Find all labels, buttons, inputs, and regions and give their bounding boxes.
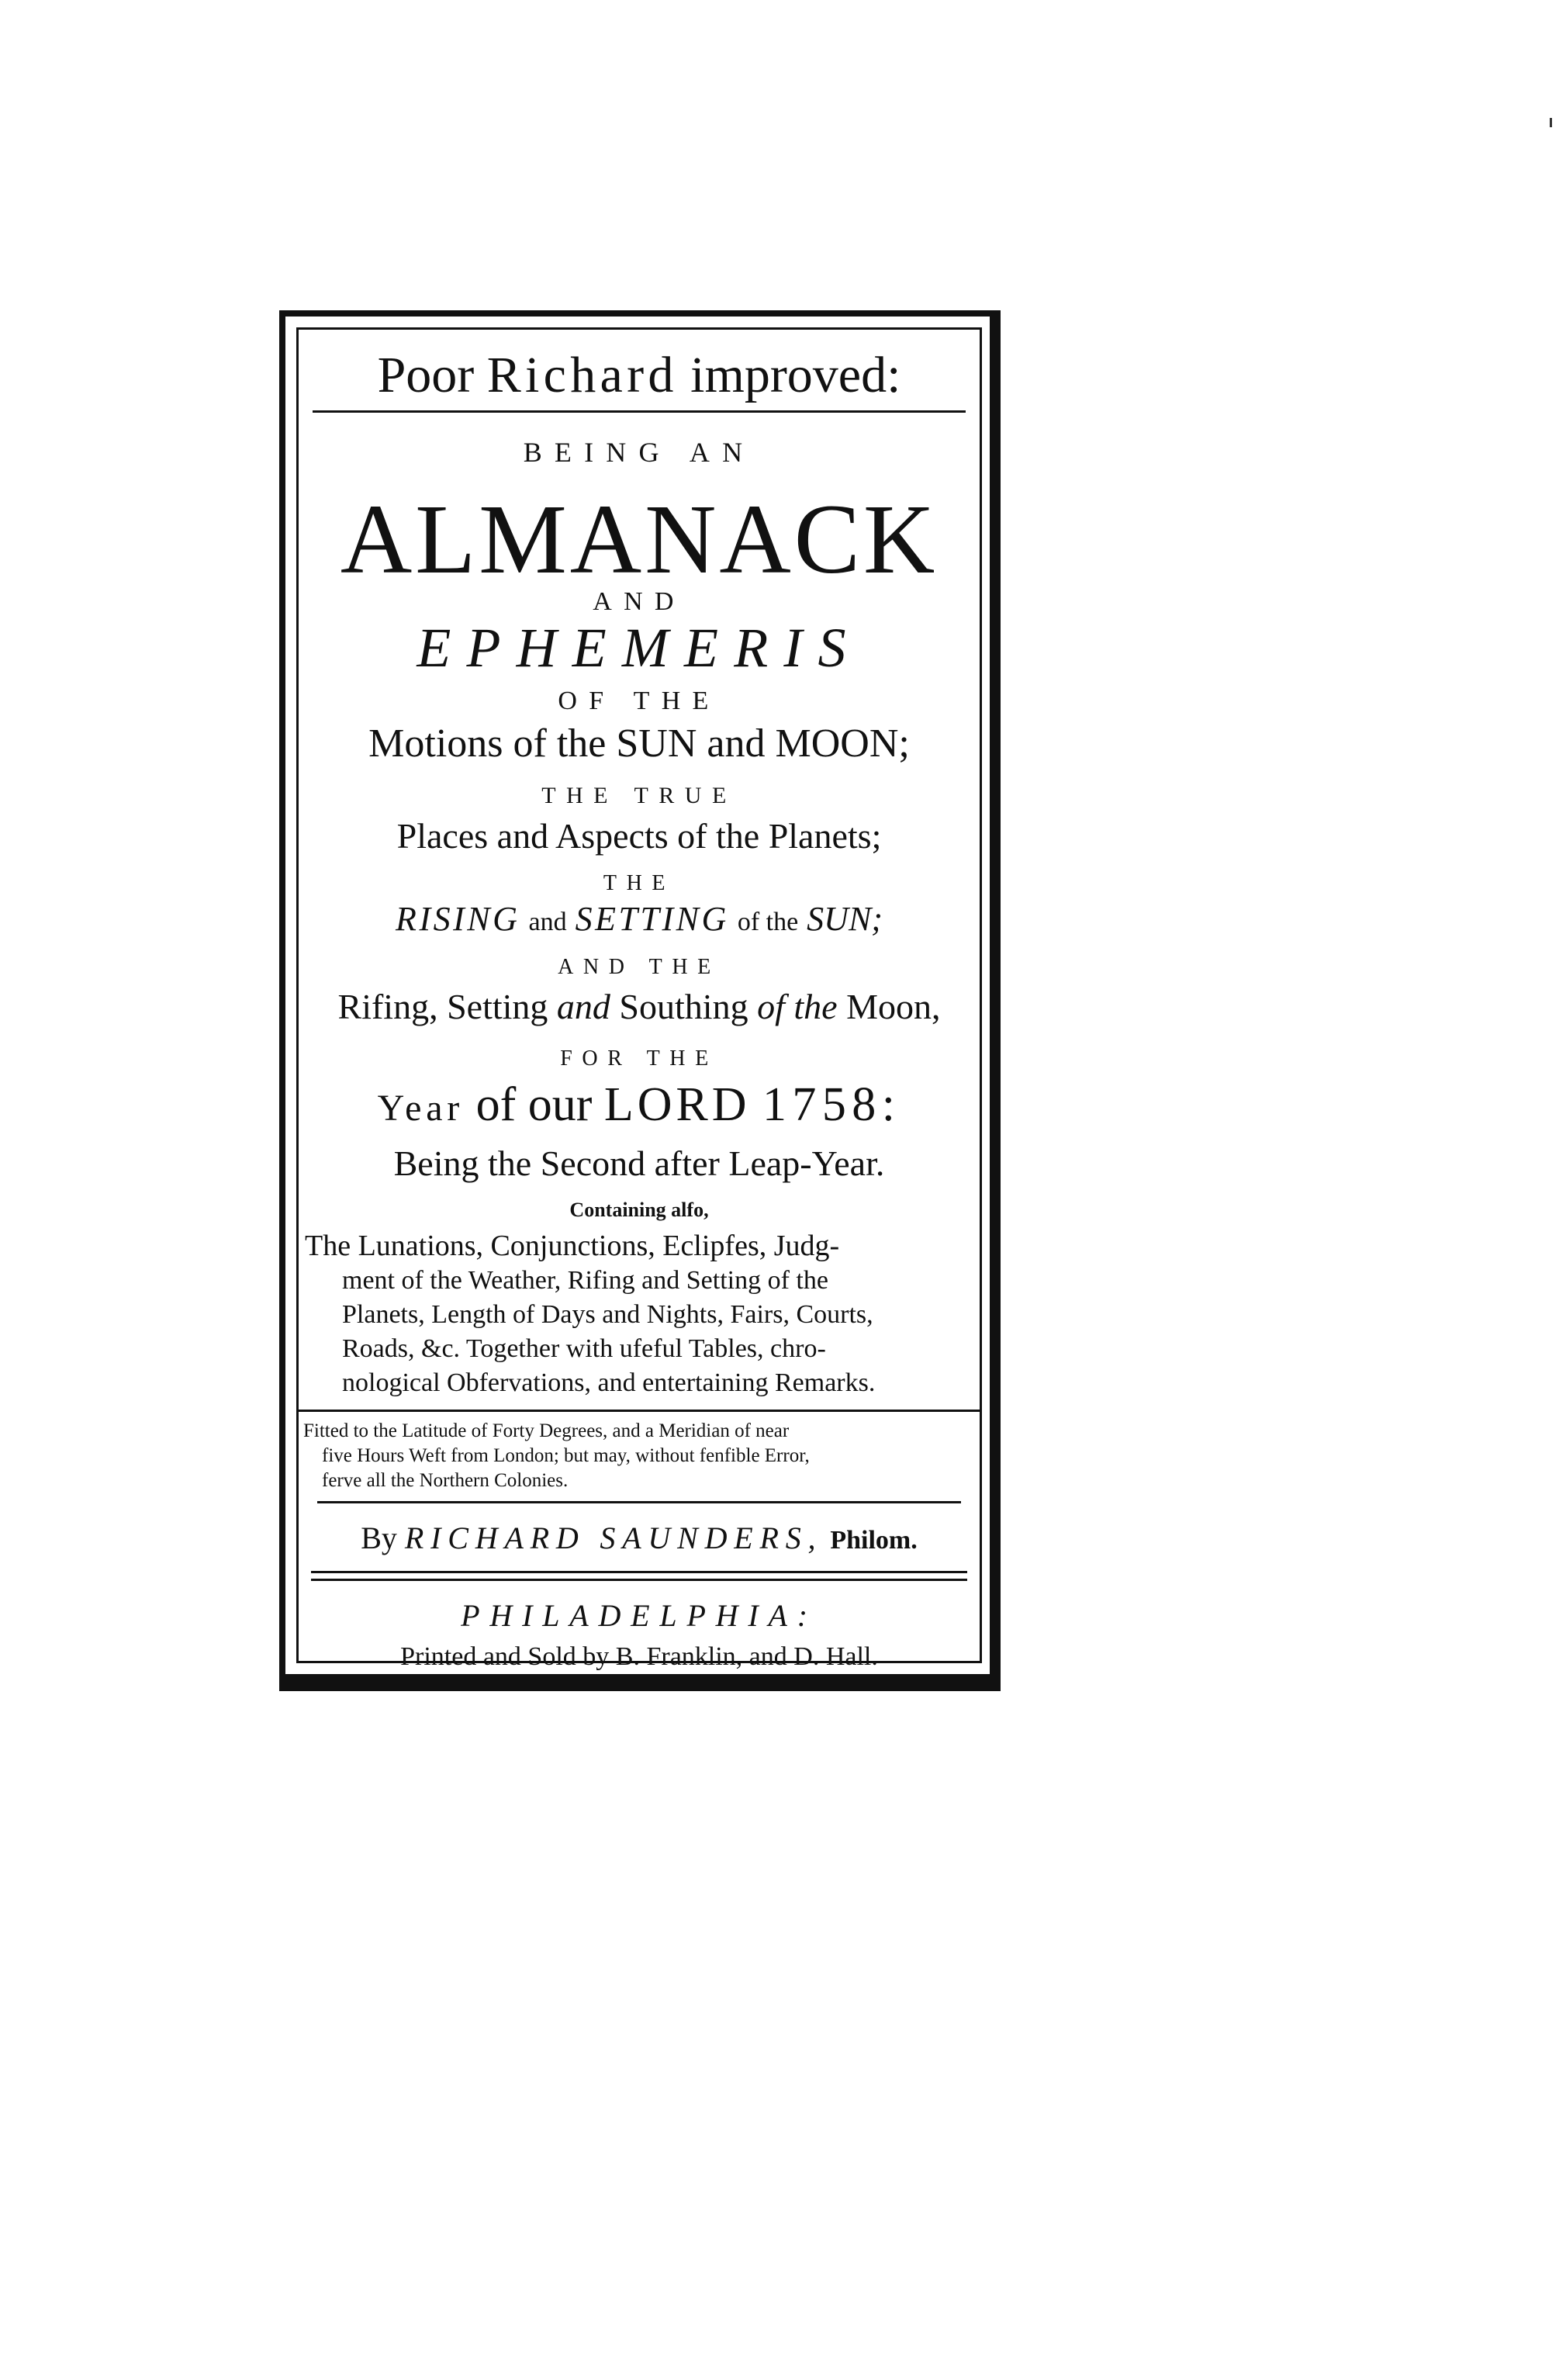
title-page-inner-border <box>296 327 982 1671</box>
the-true-label: THE TRUE <box>541 783 737 808</box>
southing-part-e: Moon, <box>846 987 941 1026</box>
contents-line: Planets, Length of Days and Nights, Fairs, Courts, <box>342 1300 873 1329</box>
title-improved: improved: <box>690 347 901 403</box>
year-word: Year <box>377 1088 465 1129</box>
and-the-label: AND THE <box>558 955 721 979</box>
setting-word: SETTING <box>575 900 729 938</box>
second-after-line: Being the Second after Leap-Year. <box>393 1143 885 1183</box>
sun-word: SUN; <box>807 900 883 938</box>
year-line <box>299 1078 980 1131</box>
and-label: AND <box>593 587 686 616</box>
contents-line: ment of the Weather, Rifing and Setting of the <box>342 1266 828 1295</box>
fitted-line: ferve all the Northern Colonies. <box>322 1470 569 1491</box>
author-line <box>299 1520 980 1555</box>
fitted-rule <box>317 1501 961 1503</box>
southing-part-c: Southing <box>619 987 748 1026</box>
contents-rule <box>299 1410 980 1412</box>
southing-part-a: Rifing, Setting <box>337 987 548 1026</box>
year-lord: LORD <box>603 1078 751 1131</box>
southing-line <box>299 989 980 1025</box>
motions-line: Motions of the SUN and MOON; <box>368 721 910 766</box>
author-rule-top <box>311 1571 967 1573</box>
contents-line: The Lunations, Conjunctions, Eclipfes, Judg- <box>305 1230 840 1262</box>
year-number: 1758: <box>762 1078 901 1131</box>
rising-line <box>299 902 980 936</box>
containing-label: Containing alfo, <box>569 1199 709 1221</box>
year-of-our: of our <box>475 1078 593 1131</box>
scan-speck <box>1550 118 1552 127</box>
author-name: RICHARD SAUNDERS, <box>404 1520 823 1555</box>
rising-word: RISING <box>396 900 520 938</box>
the-label: THE <box>603 871 676 895</box>
contents-line: Roads, &c. Together with ufeful Tables, chro- <box>342 1334 826 1363</box>
city-line: PHILADELPHIA: <box>461 1598 818 1633</box>
author-rule-bottom <box>311 1579 967 1581</box>
places-line: Places and Aspects of the Planets; <box>396 816 882 856</box>
fitted-line: Fitted to the Latitude of Forty Degrees, and a Meridian of near <box>303 1420 790 1441</box>
contents-block <box>305 1228 973 1400</box>
fitted-block <box>303 1419 975 1493</box>
printer-line: Printed and Sold by B. Franklin, and D. Hall. <box>400 1642 878 1671</box>
southing-part-d: of the <box>757 987 838 1026</box>
rising-and: and <box>528 908 567 936</box>
of-the-label: OF THE <box>558 687 721 715</box>
almanack-heading: ALMANACK <box>340 484 939 594</box>
rising-of-the: of the <box>737 908 799 936</box>
author-by: By <box>361 1520 397 1555</box>
ephemeris-heading: EPHEMERIS <box>417 617 862 679</box>
title-poor: Poor <box>377 347 475 403</box>
title-richard: Richard <box>486 347 678 403</box>
contents-line: nological Obfervations, and entertaining Remarks. <box>342 1368 876 1397</box>
author-philom: Philom. <box>830 1526 918 1555</box>
southing-part-b: and <box>556 987 610 1026</box>
main-title <box>299 347 980 403</box>
for-the-label: FOR THE <box>560 1046 718 1071</box>
title-rule <box>313 410 966 413</box>
title-page-frame <box>279 310 1001 1691</box>
being-an: BEING AN <box>523 437 755 468</box>
fitted-line: five Hours Weft from London; but may, without fenfible Error, <box>322 1445 810 1466</box>
